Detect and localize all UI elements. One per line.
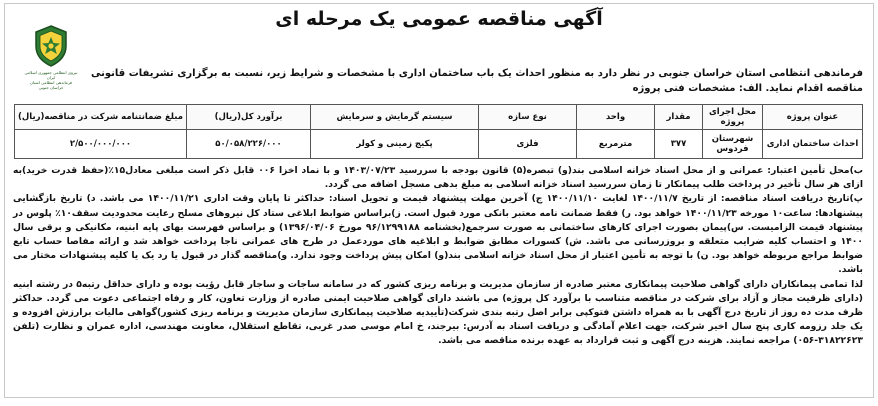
- table-header-row: [15, 105, 863, 130]
- cell-unit: مترمربع: [577, 130, 655, 159]
- schedule-paragraph: پ)تاریخ دریافت اسناد مناقصه: از تاریخ ۱۴۰۰/۱۱/۷ لغایت ۱۴۰۰/۱۱/۱۰ ج) آخرین مهلت پیشنهاد قیمت و تحویل اسناد: حداکثر تا پایان وقت اداری ۱۴۰۰/۱۱/۲۱ می باشد. د) تاریخ بازگشایی پیشنهادها: ساعت۱۰ مورخه ۱۴۰۰/۱۱/۲۳ خواهد بود. ر) فقط ضمانت نامه معتبر بانکی مورد قبول است. ز)براساس ضوابط ابلاغی ستاد کل نیروهای مسلح رعایت محدودیت سقف۱۰٪ پلوس در پیشنهاد قیمت الزامیست. س)پیمان بصورت اجرای کارهای ساختمانی به صورت سرجمع(بخشنامه ۹۶/۱۲۹۹۱۸۸ مورخ ۱۳۹۶/۰۴/۰۶) و براساس فهرست بهای پایه ابنیه، مکانیکی و برقی سال ۱۴۰۰ و احتساب کلیه ضرایب متعلقه و بروزرسانی می باشد. ش) کسورات مطابق ضوابط و ابلاغیه های موردعمل در طرح های عمرانی ناجا پرداخت خواهد شد و ارائه مفاصا حساب تابع ضوابط مراجع مربوطه خواهد بود. ن) با توجه به تأمین اعتبار از محل اسناد خزانه اسلامی بند(و) امکان پیش پرداخت وجود ندارد. و)مناقصه گذار در قبول یا رد یک یا کلیه پیشنهادات مختار می باشد.: [13, 193, 864, 276]
- intro-paragraph: فرماندهی انتظامی استان خراسان جنوبی در نظر دارد به منظور احداث یک باب ساختمان اداری با مشخصات و شرایط زیر، نسبت به برگزاری تشریفات قانونی مناقصه اقدام نماید. الف: مشخصات فنی پروژه: [91, 68, 863, 94]
- header-structure-type: نوع سازه: [479, 105, 577, 130]
- cell-quantity: ۳۷۷: [655, 130, 703, 159]
- table-row: [15, 130, 863, 159]
- header-project-title: عنوان پروژه: [763, 105, 863, 130]
- header-unit: واحد: [577, 105, 655, 130]
- cell-total-estimate: ۵۰/۰۵۸/۲۲۶/۰۰۰: [187, 130, 311, 159]
- header-total-estimate: برآورد کل(ریال): [187, 105, 311, 130]
- announcement-page: [4, 3, 874, 398]
- cell-location: شهرستان فردوس: [703, 130, 763, 159]
- police-logo: [23, 24, 79, 90]
- funding-paragraph: ب)محل تأمین اعتبار: عمرانی و از محل اسناد خزانه اسلامی بند(و) تبصره(۵) قانون بودجه با سررسید ۱۴۰۳/۰۷/۲۳ و با نماد اخزا ۰۰۶ قابل ذکر است مبلغی معادل۱۵٪(حفظ قدرت خرید)به ازای هر سال تأخیر در پرداخت طلب پیمانکار تا زمان سررسید اسناد خزانه اسلامی به مبلغ بدهی مسجل اضافه می گردد.: [13, 165, 864, 191]
- header-location: محل اجرای پروژه: [703, 105, 763, 130]
- announcement-title: آگهی مناقصه عمومی یک مرحله ای: [275, 8, 603, 30]
- logo-caption: نیروی انتظامی جمهوری اسلامی ایران فرماندهی انتظامی استان خراسان جنوبی: [24, 70, 78, 90]
- cell-bid-guarantee: ۲/۵۰۰/۰۰۰/۰۰۰: [15, 130, 187, 159]
- project-specs-table: [14, 104, 863, 159]
- header-bid-guarantee: مبلغ ضمانتنامه شرکت در مناقصه(ریال): [15, 105, 187, 130]
- header-hvac-system: سیستم گرمایش و سرمایش: [311, 105, 479, 130]
- cell-structure-type: فلزی: [479, 130, 577, 159]
- eligibility-paragraph: لذا تمامی پیمانکاران دارای گواهی صلاحیت پیمانکاری معتبر صادره از سازمان مدیریت و برنامه ریزی کشور که در سامانه ساجات و ساجار قابل رؤیت بوده و دارای حداقل رتبه۵ در رشته ابنیه (دارای ظرفیت مجاز و آزاد برای شرکت در مناقصه متناسب با برآورد کل پروژه) می باشند دارای گواهی صلاحیت ایمنی صادره از وزارت تعاون، کار و رفاه اجتماعی دعوت می گردد. حداکثر ظرف مدت ده روز از تاریخ درج آگهی با به همراه داشتن فتوکپی برابر اصل رتبه بندی شرکت(تأییدیه صلاحیت پیمانکاری سازمان مدیریت و برنامه ریزی کشور)گواهی مالیات برارزش افزوده و یک جلد رزومه کاری پنج سال اخیر شرکت، جهت اعلام آمادگی و دریافت اسناد به آدرس: بیرجند، خ امام موسی صدر غربی، تقاطع استقلال، معاونت مهندسی، اداره عمران و نظارت (تلفن ۳۱۸۲۲۶۲۳-۰۵۶) مراجعه نمایند. هزینه درج آگهی و ثبت قرارداد به عهده برنده مناقصه می باشد.: [13, 278, 863, 347]
- police-emblem-icon: [29, 24, 73, 68]
- conditions-text: [13, 164, 863, 349]
- cell-project-title: احداث ساختمان اداری: [763, 130, 863, 159]
- cell-hvac-system: پکیج زمینی و کولر: [311, 130, 479, 159]
- header-quantity: مقدار: [655, 105, 703, 130]
